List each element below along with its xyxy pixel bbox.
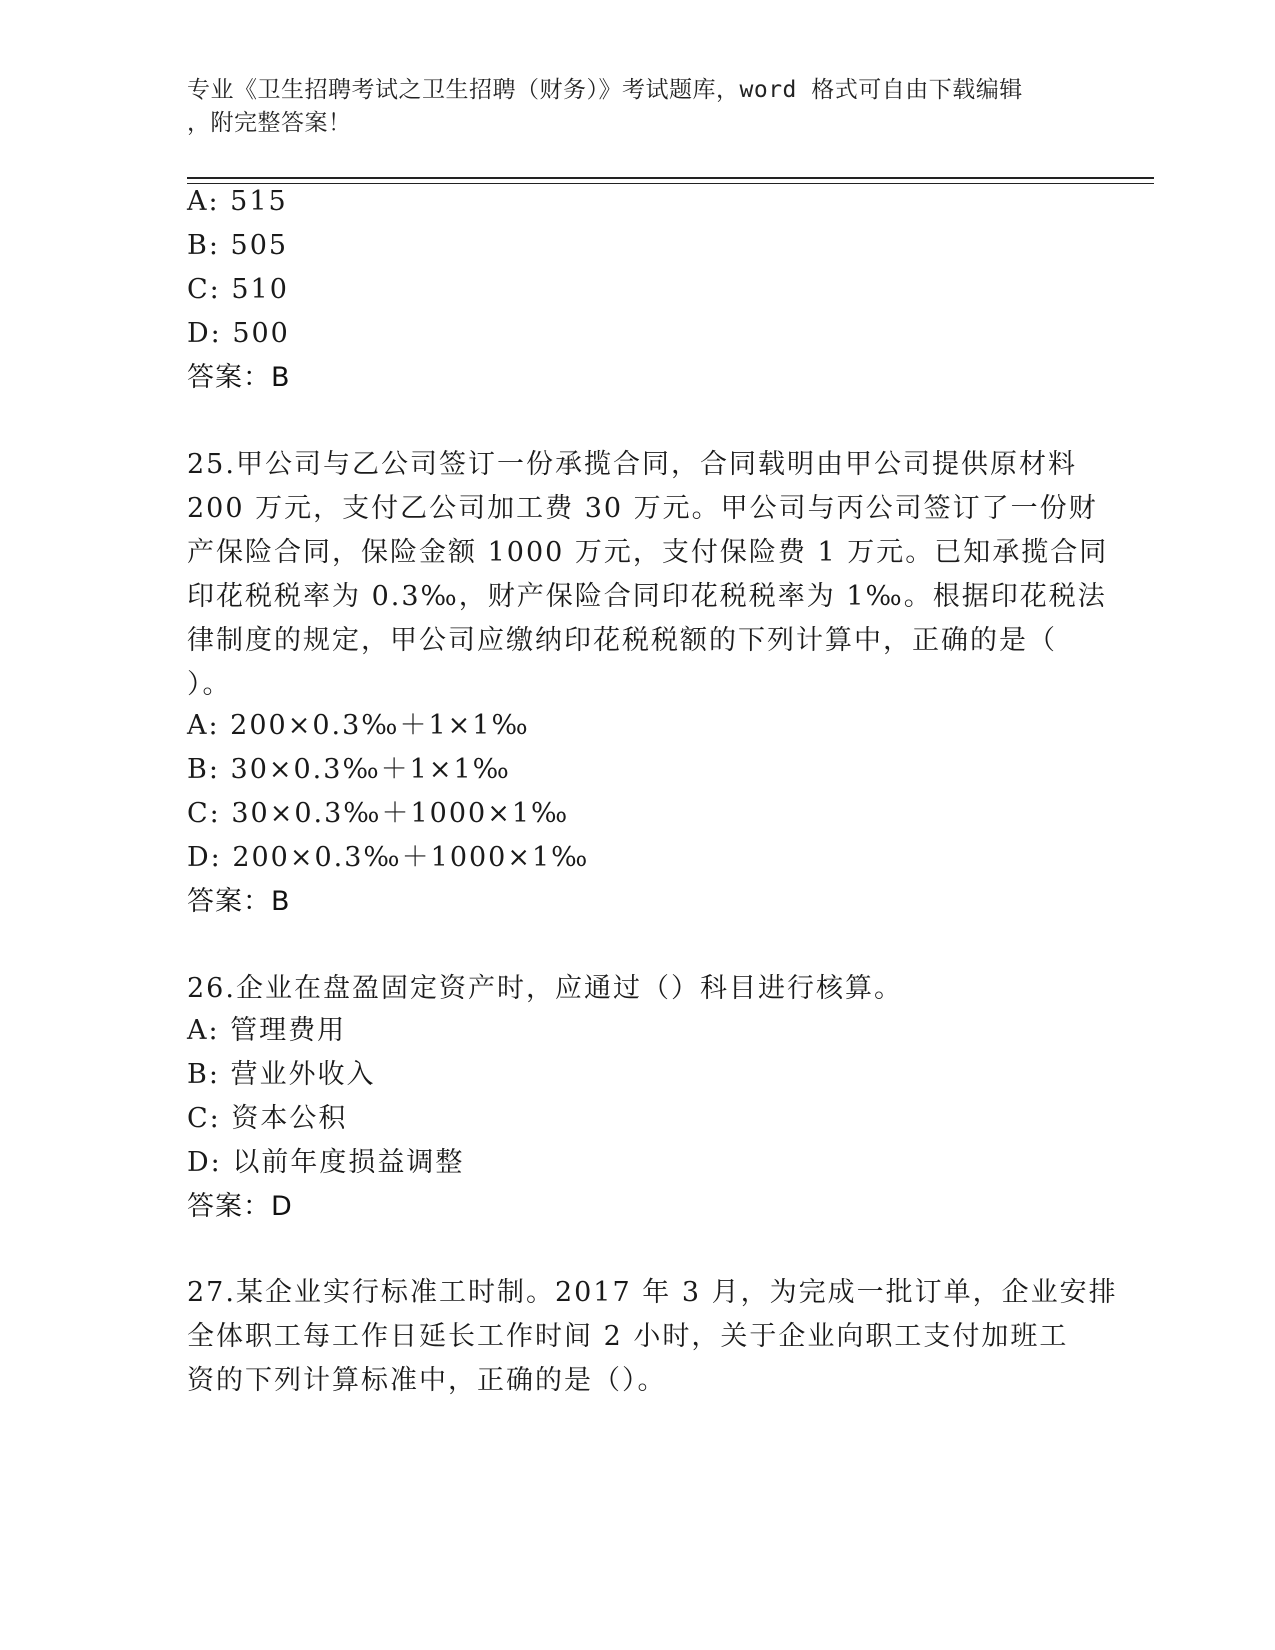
q27-stem-line-1: 27.某企业实行标准工时制。2017 年 3 月，为完成一批订单，企业安排 bbox=[187, 1277, 1118, 1308]
q26-option-a: A: 管理费用 bbox=[187, 1015, 347, 1046]
header-divider-thin bbox=[187, 183, 1154, 184]
header-title-line-1: 专业《卫生招聘考试之卫生招聘（财务）》考试题库，word 格式可自由下载编辑 bbox=[187, 77, 1023, 103]
q27-stem-line-3: 资的下列计算标准中，正确的是（）。 bbox=[187, 1365, 667, 1396]
q25-option-a: A: 200×0.3‰＋1×1‰ bbox=[187, 710, 530, 741]
q25-answer: 答案：B bbox=[187, 886, 291, 917]
q26-option-c: C: 资本公积 bbox=[187, 1103, 348, 1134]
q24-option-b: B: 505 bbox=[187, 230, 289, 261]
q25-stem-line-6: ）。 bbox=[187, 669, 232, 700]
q24-option-d: D: 500 bbox=[187, 318, 290, 349]
q25-option-b: B: 30×0.3‰＋1×1‰ bbox=[187, 754, 511, 785]
q26-option-b: B: 营业外收入 bbox=[187, 1059, 376, 1090]
q26-option-d: D: 以前年度损益调整 bbox=[187, 1147, 465, 1178]
q25-stem-line-5: 律制度的规定，甲公司应缴纳印花税税额的下列计算中，正确的是（ bbox=[187, 625, 1057, 656]
q27-stem-line-2: 全体职工每工作日延长工作时间 2 小时，关于企业向职工支付加班工 bbox=[187, 1321, 1069, 1352]
q25-option-d: D: 200×0.3‰＋1000×1‰ bbox=[187, 842, 590, 873]
q25-stem-line-4: 印花税税率为 0.3‰，财产保险合同印花税税率为 1‰。根据印花税法 bbox=[187, 581, 1107, 612]
header-title-line-2: ，附完整答案！ bbox=[187, 110, 352, 136]
q26-stem-line-1: 26.企业在盘盈固定资产时，应通过（）科目进行核算。 bbox=[187, 973, 903, 1004]
q24-option-a: A: 515 bbox=[187, 186, 288, 217]
q25-stem-line-3: 产保险合同，保险金额 1000 万元，支付保险费 1 万元。已知承揽合同 bbox=[187, 537, 1109, 568]
q25-stem-line-1: 25.甲公司与乙公司签订一份承揽合同，合同载明由甲公司提供原材料 bbox=[187, 449, 1077, 480]
page-header bbox=[187, 74, 1087, 140]
q26-answer: 答案：D bbox=[187, 1191, 293, 1222]
q25-stem-line-2: 200 万元，支付乙公司加工费 30 万元。甲公司与丙公司签订了一份财 bbox=[187, 493, 1098, 524]
q24-option-c: C: 510 bbox=[187, 274, 289, 305]
header-divider-thick bbox=[187, 177, 1154, 179]
q24-answer: 答案：B bbox=[187, 362, 291, 393]
q25-option-c: C: 30×0.3‰＋1000×1‰ bbox=[187, 798, 570, 829]
